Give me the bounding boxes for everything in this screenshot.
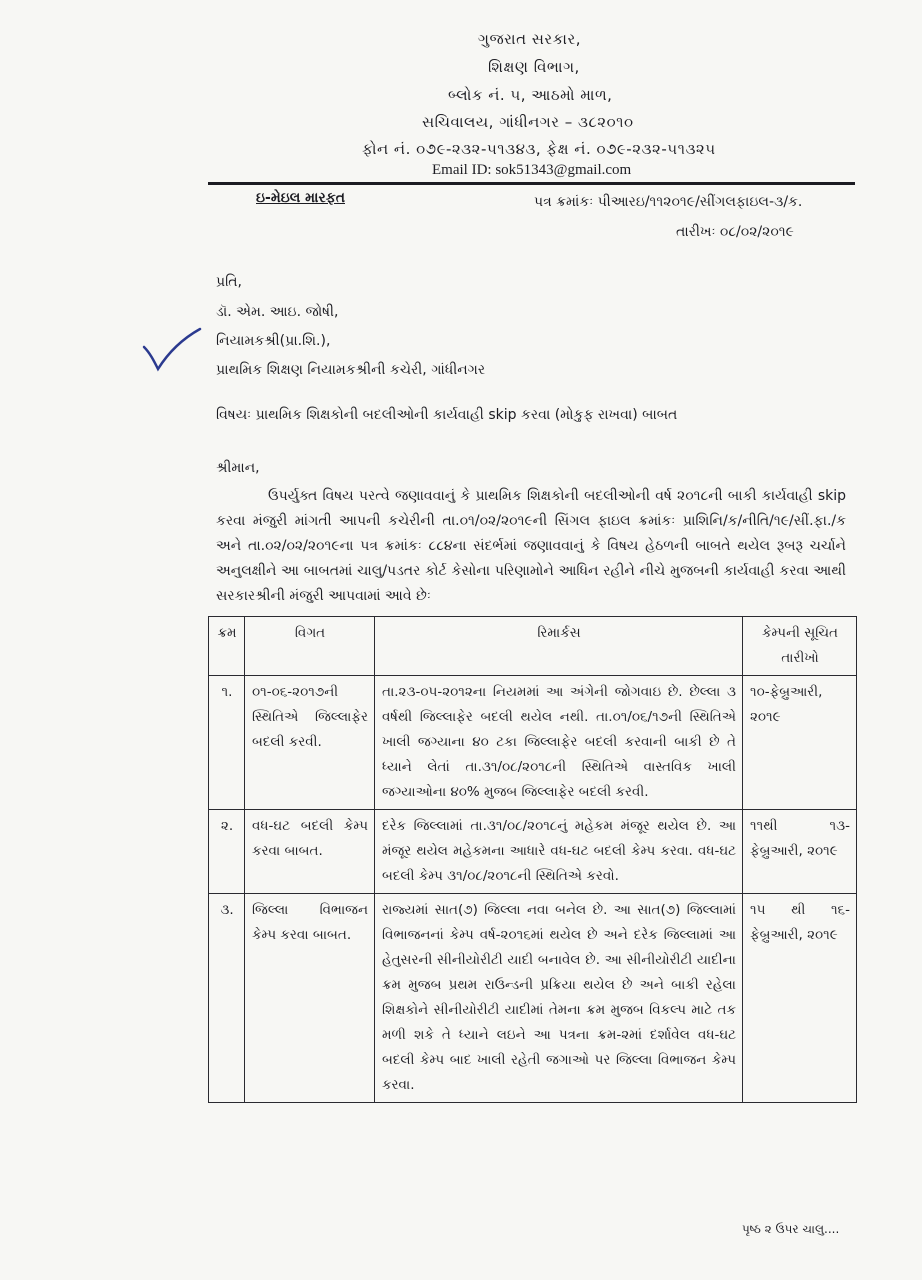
body-paragraph: ઉપર્યુક્ત વિષય પરત્વે જણાવવાનું કે પ્રાથમિક શિક્ષકોની બદલીઓની વર્ષ ૨૦૧૮ની બાકી કાર્યવાહી skip કરવા મંજુરી માંગતી આપની કચેરીની તા.૦૧/૦૨/૨૦૧૯ની સિંગલ ફાઇલ ક્રમાંકઃ પ્રાશિનિ/ક/નીતિ/૧૯/સીં.ફા./ક અને તા.૦૨/૦૨/૨૦૧૯ના પત્ર ક્રમાંકઃ ૮૮૪ના સંદર્ભમાં જણાવવાનું કે વિષય હેઠળની બાબતે થયેલ રૂબરૂ ચર્ચાને અનુલક્ષીને આ બાબતમાં ચાલુ/પડતર કોર્ટ કેસોના પરિણામોને આધિન રહીને નીચે મુજબની કાર્યવાહી કરવા આથી સરકારશ્રીની મંજુરી આપવામાં આવે છેઃ xyxy=(216,488,846,604)
row-remarks: રાજ્યમાં સાત(૭) જિલ્લા નવા બનેલ છે. આ સાત(૭) જિલ્લામાં વિભાજનનાં કેમ્પ વર્ષ-૨૦૧૬માં થયેલ છે અને દરેક જિલ્લામાં આ હેતુસરની સીનીયોરીટી યાદી બનાવેલ છે. આ સીનીયોરીટી યાદીના ક્રમ મુજબ પ્રથમ રાઉન્ડની પ્રક્રિયા થયેલ છે અને બાકી રહેલા શિક્ષકોને સીનીયોરીટી યાદીમાં તેમના ક્રમ મુજબ વિકલ્પ માટે તક મળી શકે તે ધ્યાને લઇને આ પત્રના ક્રમ-૨માં દર્શાવેલ વધ-ઘટ બદલી કેમ્પ બાદ ખાલી રહેતી જગાઓ પર જિલ્લા વિભાજન કેમ્પ કરવા. xyxy=(375,894,743,1103)
checkmark-icon xyxy=(140,325,204,373)
addressee-name: ડૉ. એમ. આઇ. જોષી, xyxy=(216,304,339,320)
header-email: Email ID: sok51343@gmail.com xyxy=(432,162,632,178)
header-line-block: બ્લોક નં. ૫, આઠમો માળ, xyxy=(448,86,613,104)
table-row xyxy=(209,894,857,1103)
header-line-phone: ફોન નં. ૦૭૯-૨૩૨-૫૧૩૪૩, ફેક્ષ નં. ૦૭૯-૨૩૨-૫૧૩૨૫ xyxy=(362,140,716,158)
row-detail: જિલ્લા વિભાજન કેમ્પ કરવા બાબત. xyxy=(245,894,375,1103)
addressee-to: પ્રતિ, xyxy=(216,274,242,290)
row-dates: ૧૫ થી ૧૬-ફેબ્રુઆરી, ૨૦૧૯ xyxy=(743,894,857,1103)
row-serial: ૩. xyxy=(209,894,245,1103)
letter-date: તારીખઃ ૦૮/૦૨/૨૦૧૯ xyxy=(676,224,794,240)
row-remarks: તા.૨૩-૦૫-૨૦૧૨ના નિયમમાં આ અંગેની જોગવાઇ છે. છેલ્લા ૩ વર્ષથી જિલ્લાફેર બદલી થયેલ નથી. તા.૦૧/૦૬/૧૭ની સ્થિતિએ ખાલી જગ્યાના ૪૦ ટકા જિલ્લાફેર બદલી કરવાની બાકી છે તે ધ્યાને લેતાં તા.૩૧/૦૮/૨૦૧૮ની સ્થિતિએ વાસ્તવિક ખાલી જગ્યાઓના ૪૦% મુજબ જિલ્લાફેર બદલી કરવી. xyxy=(375,676,743,810)
subject-line: વિષયઃ પ્રાથમિક શિક્ષકોની બદલીઓની કાર્યવાહી skip કરવા (મોકુફ રાખવા) બાબત xyxy=(216,407,678,423)
header-remarks: રિમાર્કસ xyxy=(375,617,743,676)
addressee-office: પ્રાથમિક શિક્ષણ નિયામકશ્રીની કચેરી, ગાંધીનગર xyxy=(216,362,486,378)
via-email-label: ઇ-મેઇલ મારફત xyxy=(256,190,345,206)
header-camp-dates: કેમ્પની સૂચિત તારીખો xyxy=(743,617,857,676)
header-serial: ક્રમ xyxy=(209,617,245,676)
header-line-address: સચિવાલય, ગાંધીનગર – ૩૮૨૦૧૦ xyxy=(422,113,634,131)
row-remarks: દરેક જિલ્લામાં તા.૩૧/૦૮/૨૦૧૮નું મહેકમ મંજૂર થયેલ છે. આ મંજૂર થયેલ મહેકમના આધારે વધ-ઘટ બદલી કેમ્પ કરવા. વધ-ઘટ બદલી કેમ્પ ૩૧/૦૮/૨૦૧૮ની સ્થિતિએ કરવો. xyxy=(375,810,743,894)
row-detail: વધ-ઘટ બદલી કેમ્પ કરવા બાબત. xyxy=(245,810,375,894)
table-header-row xyxy=(209,617,857,676)
header-divider xyxy=(208,182,855,185)
row-dates: ૧૧થી ૧૩-ફેબ્રુઆરી, ૨૦૧૯ xyxy=(743,810,857,894)
row-serial: ૧. xyxy=(209,676,245,810)
header-line-government: ગુજરાત સરકાર, xyxy=(478,30,581,48)
row-serial: ૨. xyxy=(209,810,245,894)
row-dates: ૧૦-ફેબ્રુઆરી, ૨૦૧૯ xyxy=(743,676,857,810)
salutation: શ્રીમાન, xyxy=(216,460,260,476)
table-row xyxy=(209,810,857,894)
header-line-department: શિક્ષણ વિભાગ, xyxy=(488,58,580,76)
addressee-designation: નિયામકશ્રી(પ્રા.શિ.), xyxy=(216,333,331,349)
header-detail: વિગત xyxy=(245,617,375,676)
actions-table xyxy=(208,616,857,1103)
letter-number: પત્ર ક્રમાંકઃ પીઆરઇ/૧૧૨૦૧૯/સીંગલફાઇલ-૩/ક. xyxy=(534,194,803,210)
row-detail: ૦૧-૦૬-૨૦૧૭ની સ્થિતિએ જિલ્લાફેર બદલી કરવી. xyxy=(245,676,375,810)
table-row xyxy=(209,676,857,810)
page-continued-note: પૃષ્ઠ ૨ ઉપર ચાલુ.... xyxy=(742,1222,840,1236)
